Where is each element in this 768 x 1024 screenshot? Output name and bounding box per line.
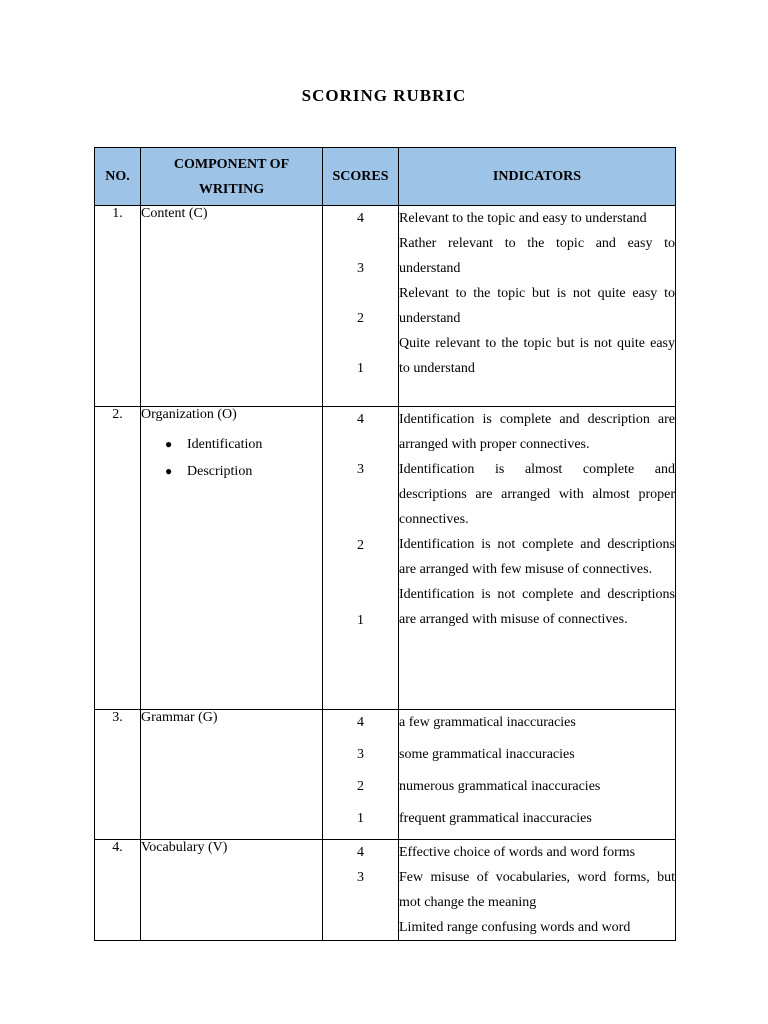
- score-column: [323, 710, 399, 840]
- list-item: [165, 458, 322, 485]
- score-column: [323, 407, 399, 710]
- indicator-text: Relevant to the topic but is not quite easy to understand: [399, 286, 675, 326]
- indicator-column: [399, 206, 676, 407]
- bullet-icon: ●: [165, 464, 173, 478]
- indicator-text: Quite relevant to the topic but is not quite easy to understand: [399, 336, 675, 376]
- indicator-text: Identification is almost complete and descriptions are arranged with almost proper connectives.: [399, 462, 675, 527]
- score-value: 2: [357, 538, 364, 553]
- indicator-text: Identification is not complete and descriptions are arranged with misuse of connectives.: [399, 587, 675, 627]
- component-cell: [141, 407, 323, 710]
- component-name: Grammar (G): [141, 710, 323, 840]
- header-component: COMPONENT OF WRITING: [141, 148, 323, 206]
- score-value: 1: [357, 811, 364, 826]
- list-item-label: Identification: [187, 437, 263, 452]
- indicator-column: [399, 710, 676, 840]
- list-item: [165, 431, 322, 458]
- score-value: 3: [357, 261, 364, 276]
- indicator-text: numerous grammatical inaccuracies: [399, 779, 601, 794]
- indicator-text: Identification is not complete and descriptions are arranged with few misuse of connectives.: [399, 537, 675, 577]
- list-item-label: Description: [187, 464, 253, 479]
- score-value: 1: [357, 361, 364, 376]
- table-row: [95, 407, 676, 710]
- table-row: [95, 710, 676, 840]
- header-indicators: INDICATORS: [399, 148, 676, 206]
- component-sub-list: [141, 431, 322, 485]
- score-value: 2: [357, 779, 364, 794]
- row-number: 3.: [95, 710, 141, 840]
- score-value: 2: [357, 311, 364, 326]
- indicator-text: Effective choice of words and word forms: [399, 845, 636, 860]
- page-title: SCORING RUBRIC: [301, 86, 467, 105]
- component-name: Organization (O): [141, 407, 237, 422]
- indicator-text: Few misuse of vocabularies, word forms, but mot change the meaning: [399, 870, 675, 910]
- table-header-row: [95, 148, 676, 206]
- score-value: 1: [357, 613, 364, 628]
- indicator-text: Relevant to the topic and easy to understand: [399, 211, 647, 226]
- indicator-column: [399, 407, 676, 710]
- score-value: 4: [357, 845, 364, 860]
- score-value: 3: [357, 747, 364, 762]
- bullet-icon: ●: [165, 437, 173, 451]
- component-name: Content (C): [141, 206, 323, 407]
- component-name: Vocabulary (V): [141, 840, 323, 941]
- indicator-text: frequent grammatical inaccuracies: [399, 811, 592, 826]
- header-scores: SCORES: [323, 148, 399, 206]
- score-column: [323, 840, 399, 941]
- header-no: NO.: [95, 148, 141, 206]
- indicator-text: Limited range confusing words and word: [399, 920, 631, 935]
- indicator-text: Identification is complete and description are arranged with proper connectives.: [399, 412, 675, 452]
- indicator-text: Rather relevant to the topic and easy to understand: [399, 236, 675, 276]
- score-value: 4: [357, 412, 364, 427]
- table-row: [95, 206, 676, 407]
- row-number: 4.: [95, 840, 141, 941]
- table-row: [95, 840, 676, 941]
- scoring-rubric-table: [94, 147, 676, 941]
- indicator-column: [399, 840, 676, 941]
- score-value: 4: [357, 715, 364, 730]
- indicator-text: a few grammatical inaccuracies: [399, 715, 576, 730]
- row-number: 2.: [95, 407, 141, 710]
- row-number: 1.: [95, 206, 141, 407]
- score-value: 3: [357, 462, 364, 477]
- score-value: 3: [357, 870, 364, 885]
- score-value: 4: [357, 211, 364, 226]
- indicator-text: some grammatical inaccuracies: [399, 747, 575, 762]
- score-column: [323, 206, 399, 407]
